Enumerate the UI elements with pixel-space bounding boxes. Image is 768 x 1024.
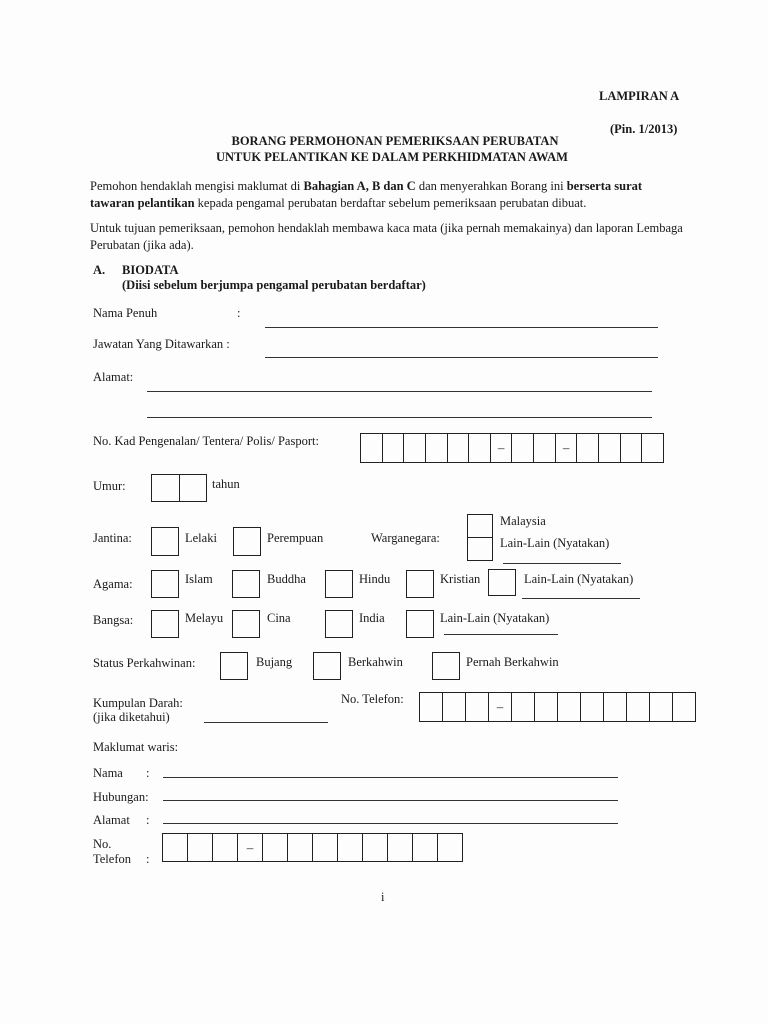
bangsa-lain-field[interactable] bbox=[444, 634, 558, 635]
bujang-checkbox[interactable] bbox=[220, 652, 248, 680]
malaysia-checkbox[interactable] bbox=[467, 514, 493, 538]
digit-box[interactable] bbox=[599, 434, 621, 462]
digit-box[interactable] bbox=[512, 693, 535, 721]
hindu-label: Hindu bbox=[359, 572, 391, 586]
intro-text: kepada pengamal perubatan berdaftar sebelum pemeriksaan perubatan dibuat. bbox=[194, 196, 587, 210]
cina-checkbox[interactable] bbox=[232, 610, 260, 638]
warganegara-lain-checkbox[interactable] bbox=[467, 537, 493, 561]
digit-box[interactable] bbox=[213, 834, 238, 861]
waris-alamat-label: Alamat bbox=[93, 813, 130, 827]
digit-box[interactable] bbox=[420, 693, 443, 721]
waris-nama-field[interactable] bbox=[163, 777, 618, 778]
pernah-berkahwin-checkbox[interactable] bbox=[432, 652, 460, 680]
digit-box[interactable] bbox=[188, 834, 213, 861]
waris-telefon-boxes[interactable] bbox=[162, 833, 463, 862]
darah-note: (jika diketahui) bbox=[93, 710, 170, 724]
kristian-checkbox[interactable] bbox=[406, 570, 434, 598]
digit-box[interactable] bbox=[363, 834, 388, 861]
digit-box[interactable] bbox=[338, 834, 363, 861]
waris-no-label: No. bbox=[93, 837, 112, 851]
intro-emphasis: berserta surat tawaran pelantikan bbox=[90, 179, 643, 210]
tahun-label: tahun bbox=[212, 477, 240, 491]
kristian-label: Kristian bbox=[440, 572, 481, 586]
india-checkbox[interactable] bbox=[325, 610, 353, 638]
bangsa-lain-checkbox[interactable] bbox=[406, 610, 434, 638]
status-label: Status Perkahwinan: bbox=[93, 656, 196, 670]
berkahwin-label: Berkahwin bbox=[348, 655, 403, 669]
darah-field[interactable] bbox=[204, 722, 328, 723]
annex-label: LAMPIRAN A bbox=[599, 89, 680, 103]
alamat-field-line1[interactable] bbox=[147, 391, 652, 392]
darah-label: Kumpulan Darah: bbox=[93, 696, 183, 710]
ic-dash: – bbox=[491, 434, 513, 462]
intro-paragraph-2: Untuk tujuan pemeriksaan, pemohon hendaklah membawa kaca mata (jika pernah memakainya) dan laporan Lembaga Perubatan (jika ada). bbox=[90, 221, 683, 252]
agama-lain-checkbox[interactable] bbox=[488, 569, 516, 596]
ic-dash: – bbox=[556, 434, 578, 462]
digit-box[interactable] bbox=[426, 434, 448, 462]
malaysia-label: Malaysia bbox=[500, 514, 546, 528]
form-title-line2: UNTUK PELANTIKAN KE DALAM PERKHIDMATAN AWAM bbox=[216, 150, 568, 164]
digit-box[interactable] bbox=[438, 834, 462, 861]
agama-lain-label: Lain-Lain (Nyatakan) bbox=[524, 572, 634, 586]
digit-box[interactable] bbox=[313, 834, 338, 861]
nama-penuh-field[interactable] bbox=[265, 327, 658, 328]
jantina-label: Jantina: bbox=[93, 531, 132, 545]
ic-label: No. Kad Pengenalan/ Tentera/ Polis/ Pasport: bbox=[93, 434, 319, 448]
warganegara-lain-label: Lain-Lain (Nyatakan) bbox=[500, 536, 610, 550]
india-label: India bbox=[359, 611, 385, 625]
pernah-berkahwin-label: Pernah Berkahwin bbox=[466, 655, 559, 669]
digit-box[interactable] bbox=[448, 434, 470, 462]
warganegara-lain-field[interactable] bbox=[503, 563, 621, 564]
digit-box[interactable] bbox=[388, 834, 413, 861]
digit-box[interactable] bbox=[577, 434, 599, 462]
bangsa-lain-label: Lain-Lain (Nyatakan) bbox=[440, 611, 550, 625]
hindu-checkbox[interactable] bbox=[325, 570, 353, 598]
digit-box[interactable] bbox=[383, 434, 405, 462]
ic-number-boxes[interactable] bbox=[360, 433, 664, 463]
alamat-label: Alamat: bbox=[93, 370, 134, 384]
melayu-label: Melayu bbox=[185, 611, 224, 625]
page-number: i bbox=[381, 890, 385, 904]
digit-box[interactable] bbox=[443, 693, 466, 721]
agama-lain-field[interactable] bbox=[522, 598, 640, 599]
digit-box[interactable] bbox=[558, 693, 581, 721]
digit-box[interactable] bbox=[361, 434, 383, 462]
alamat-field-line2[interactable] bbox=[147, 417, 652, 418]
umur-label: Umur: bbox=[93, 479, 126, 493]
telefon-dash: – bbox=[238, 834, 263, 861]
digit-box[interactable] bbox=[288, 834, 313, 861]
nama-penuh-label: Nama Penuh bbox=[93, 306, 158, 320]
islam-label: Islam bbox=[185, 572, 213, 586]
intro-text: dan menyerahkan Borang ini bbox=[415, 179, 567, 193]
lelaki-label: Lelaki bbox=[185, 531, 217, 545]
colon: : bbox=[146, 813, 150, 827]
waris-hubungan-field[interactable] bbox=[163, 800, 618, 801]
buddha-checkbox[interactable] bbox=[232, 570, 260, 598]
perempuan-label: Perempuan bbox=[267, 531, 324, 545]
waris-telefon-label: Telefon bbox=[93, 852, 131, 866]
digit-box[interactable] bbox=[604, 693, 627, 721]
circular-ref: (Pin. 1/2013) bbox=[610, 122, 678, 136]
digit-box[interactable] bbox=[466, 693, 489, 721]
digit-box[interactable] bbox=[534, 434, 556, 462]
section-number: A. bbox=[93, 263, 106, 277]
intro-paragraph-1 bbox=[90, 178, 688, 212]
jawatan-field[interactable] bbox=[265, 357, 658, 358]
intro-text: Pemohon hendaklah mengisi maklumat di bbox=[90, 179, 304, 193]
umur-boxes[interactable] bbox=[151, 474, 207, 502]
section-title: BIODATA bbox=[122, 263, 179, 277]
telefon-boxes[interactable] bbox=[419, 692, 696, 722]
colon: : bbox=[146, 852, 150, 866]
bangsa-label: Bangsa: bbox=[93, 613, 134, 627]
jawatan-label: Jawatan Yang Ditawarkan : bbox=[93, 337, 230, 351]
warganegara-label: Warganegara: bbox=[371, 531, 440, 545]
cina-label: Cina bbox=[267, 611, 291, 625]
digit-box[interactable] bbox=[263, 834, 288, 861]
waris-hubungan-label: Hubungan: bbox=[93, 790, 149, 804]
digit-box[interactable] bbox=[621, 434, 643, 462]
colon: : bbox=[237, 306, 241, 320]
digit-box[interactable] bbox=[469, 434, 491, 462]
form-title-line1: BORANG PERMOHONAN PEMERIKSAAN PERUBATAN bbox=[231, 134, 559, 148]
agama-label: Agama: bbox=[93, 577, 133, 591]
berkahwin-checkbox[interactable] bbox=[313, 652, 341, 680]
digit-box[interactable] bbox=[152, 475, 180, 501]
section-subtitle: (Diisi sebelum berjumpa pengamal perubatan berdaftar) bbox=[122, 278, 426, 292]
digit-box[interactable] bbox=[512, 434, 534, 462]
telefon-dash: – bbox=[489, 693, 512, 721]
melayu-checkbox[interactable] bbox=[151, 610, 179, 638]
islam-checkbox[interactable] bbox=[151, 570, 179, 598]
digit-box[interactable] bbox=[535, 693, 558, 721]
buddha-label: Buddha bbox=[267, 572, 306, 586]
digit-box[interactable] bbox=[180, 475, 207, 501]
digit-box[interactable] bbox=[404, 434, 426, 462]
digit-box[interactable] bbox=[642, 434, 663, 462]
digit-box[interactable] bbox=[413, 834, 438, 861]
digit-box[interactable] bbox=[163, 834, 188, 861]
digit-box[interactable] bbox=[627, 693, 650, 721]
intro-emphasis: Bahagian A, B dan C bbox=[303, 179, 416, 193]
bujang-label: Bujang bbox=[256, 655, 293, 669]
digit-box[interactable] bbox=[581, 693, 604, 721]
waris-alamat-field[interactable] bbox=[163, 823, 618, 824]
perempuan-checkbox[interactable] bbox=[233, 527, 261, 556]
waris-heading: Maklumat waris: bbox=[93, 740, 179, 754]
waris-nama-label: Nama bbox=[93, 766, 123, 780]
digit-box[interactable] bbox=[650, 693, 673, 721]
lelaki-checkbox[interactable] bbox=[151, 527, 179, 556]
colon: : bbox=[146, 766, 150, 780]
telefon-label: No. Telefon: bbox=[341, 692, 404, 706]
digit-box[interactable] bbox=[673, 693, 695, 721]
